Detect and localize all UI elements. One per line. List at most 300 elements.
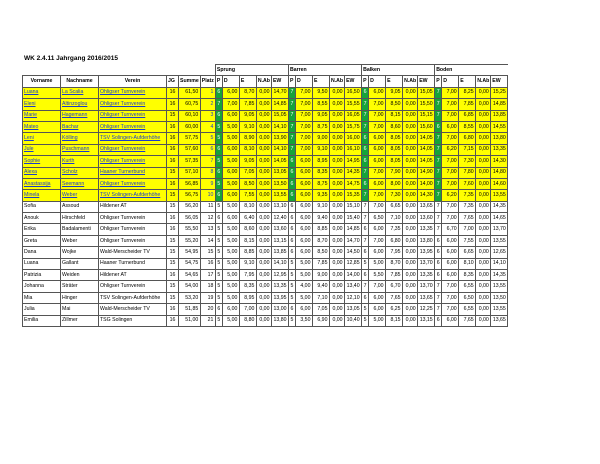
cell-sprung-nab: 0,00: [256, 270, 271, 281]
cell-sprung-d: 5,00: [222, 247, 239, 258]
cell-verein: Hildener AT: [99, 270, 167, 281]
cell-balken-nab: 0,00: [403, 224, 418, 235]
cell-balken-e: 7,95: [386, 247, 403, 258]
cell-nachname: Wojke: [61, 247, 99, 258]
results-table: [22, 64, 508, 327]
cell-jg: 15: [167, 258, 179, 269]
cell-boden-d: 6,00: [442, 235, 459, 246]
cell-balken-e: 8,15: [386, 315, 403, 326]
cell-platz: 3: [200, 110, 215, 121]
cell-boden-d: 7,00: [442, 99, 459, 110]
cell-platz: 4: [200, 121, 215, 132]
cell-boden-p: 7: [435, 178, 442, 189]
cell-sprung-p: 5: [215, 235, 222, 246]
cell-verein: Haaner Turnerbund: [99, 167, 167, 178]
cell-balken-e: 8,15: [386, 110, 403, 121]
cell-barren-nab: 0,00: [329, 167, 344, 178]
cell-boden-ew: 13,80: [491, 133, 508, 144]
cell-vorname: Luana: [23, 258, 61, 269]
cell-sprung-ew: 14,10: [271, 121, 288, 132]
cell-summe: 55,50: [179, 224, 201, 235]
cell-balken-p: 6: [362, 270, 369, 281]
cell-jg: 16: [167, 304, 179, 315]
cell-balken-d: 5,00: [369, 315, 386, 326]
cell-balken-ew: 13,15: [418, 315, 435, 326]
cell-sprung-ew: 14,10: [271, 258, 288, 269]
cell-barren-nab: 0,00: [329, 121, 344, 132]
cell-barren-ew: 16,00: [345, 133, 362, 144]
cell-sprung-nab: 0,00: [256, 99, 271, 110]
cell-sprung-p: 6: [215, 213, 222, 224]
cell-sprung-ew: 12,40: [271, 213, 288, 224]
cell-sprung-d: 6,00: [222, 304, 239, 315]
cell-barren-ew: 14,70: [345, 235, 362, 246]
cell-boden-p: 7: [435, 281, 442, 292]
cell-boden-nab: 0,00: [476, 167, 491, 178]
cell-sprung-p: 6: [215, 190, 222, 201]
cell-sprung-ew: 13,90: [271, 133, 288, 144]
cell-boden-p: 7: [435, 190, 442, 201]
cell-boden-e: 7,60: [459, 178, 476, 189]
cell-sprung-p: 7: [215, 99, 222, 110]
apparatus-header-boden: Boden: [435, 65, 508, 76]
cell-sprung-p: 5: [215, 247, 222, 258]
cell-barren-d: 7,00: [295, 121, 312, 132]
cell-sprung-ew: 13,50: [271, 178, 288, 189]
cell-boden-nab: 0,00: [476, 190, 491, 201]
cell-boden-e: 7,80: [459, 167, 476, 178]
cell-vorname: Johanna: [23, 281, 61, 292]
cell-balken-e: 8,60: [386, 121, 403, 132]
cell-sprung-nab: 0,00: [256, 281, 271, 292]
cell-barren-p: 6: [288, 224, 295, 235]
cell-jg: 16: [167, 87, 179, 98]
cell-balken-nab: 0,00: [403, 281, 418, 292]
cell-vorname: Jule: [23, 144, 61, 155]
cell-sprung-e: 7,85: [239, 99, 256, 110]
cell-barren-d: 7,00: [295, 144, 312, 155]
cell-barren-e: 9,00: [312, 133, 329, 144]
cell-sprung-d: 5,00: [222, 201, 239, 212]
table-row: [23, 292, 508, 303]
cell-nachname: Assoud: [61, 201, 99, 212]
cell-balken-e: 7,35: [386, 224, 403, 235]
cell-sprung-nab: 0,00: [256, 144, 271, 155]
cell-balken-ew: 14,05: [418, 156, 435, 167]
cell-sprung-e: 9,05: [239, 156, 256, 167]
cell-boden-ew: 14,65: [491, 213, 508, 224]
column-header-summe: Summe: [179, 76, 201, 87]
cell-boden-p: 7: [435, 156, 442, 167]
cell-balken-nab: 0,00: [403, 178, 418, 189]
cell-boden-p: 7: [435, 87, 442, 98]
cell-barren-e: 7,85: [312, 258, 329, 269]
cell-sprung-nab: 0,00: [256, 190, 271, 201]
cell-verein: Ohligser Turnverein: [99, 99, 167, 110]
cell-boden-nab: 0,00: [476, 235, 491, 246]
cell-balken-ew: 15,60: [418, 121, 435, 132]
column-header-sprung-nab: N.Ab: [256, 76, 271, 87]
cell-sprung-p: 6: [215, 304, 222, 315]
column-header-barren-ew: EW: [345, 76, 362, 87]
cell-balken-p: 7: [362, 281, 369, 292]
cell-barren-nab: 0,00: [329, 133, 344, 144]
cell-balken-nab: 0,00: [403, 213, 418, 224]
cell-sprung-nab: 0,00: [256, 213, 271, 224]
cell-balken-p: 7: [362, 213, 369, 224]
cell-balken-d: 6,00: [369, 178, 386, 189]
table-row: [23, 99, 508, 110]
cell-barren-nab: 0,00: [329, 235, 344, 246]
cell-jg: 16: [167, 121, 179, 132]
cell-vorname: Marie: [23, 110, 61, 121]
cell-balken-p: 6: [362, 292, 369, 303]
cell-sprung-nab: 0,00: [256, 235, 271, 246]
cell-barren-nab: 0,00: [329, 110, 344, 121]
cell-sprung-e: 8,10: [239, 144, 256, 155]
cell-boden-e: 7,15: [459, 144, 476, 155]
cell-balken-p: 6: [362, 144, 369, 155]
cell-vorname: Mia: [23, 292, 61, 303]
cell-vorname: Erika: [23, 224, 61, 235]
cell-balken-nab: 0,00: [403, 144, 418, 155]
cell-balken-d: 6,50: [369, 213, 386, 224]
cell-sprung-e: 8,50: [239, 178, 256, 189]
cell-barren-ew: 14,95: [345, 156, 362, 167]
cell-nachname: Weiden: [61, 270, 99, 281]
cell-balken-nab: 0,00: [403, 270, 418, 281]
cell-nachname: Puschmann: [61, 144, 99, 155]
cell-sprung-e: 7,95: [239, 270, 256, 281]
cell-barren-d: 4,00: [295, 281, 312, 292]
cell-summe: 57,75: [179, 133, 201, 144]
cell-balken-ew: 14,30: [418, 190, 435, 201]
cell-balken-nab: 0,00: [403, 156, 418, 167]
cell-balken-d: 5,00: [369, 258, 386, 269]
cell-boden-d: 6,00: [442, 315, 459, 326]
cell-verein: TSV Solingen-Aufderhöhe: [99, 190, 167, 201]
cell-barren-p: 7: [288, 87, 295, 98]
cell-balken-p: 7: [362, 110, 369, 121]
table-row: [23, 258, 508, 269]
cell-nachname: La Scalia: [61, 87, 99, 98]
cell-sprung-d: 5,00: [222, 156, 239, 167]
cell-barren-d: 6,00: [295, 201, 312, 212]
cell-vorname: Anastassija: [23, 178, 61, 189]
cell-verein: Ohligser Turnverein: [99, 224, 167, 235]
cell-platz: 5: [200, 133, 215, 144]
cell-sprung-ew: 14,70: [271, 87, 288, 98]
cell-boden-d: 7,00: [442, 281, 459, 292]
cell-platz: 15: [200, 247, 215, 258]
cell-vorname: Mateo: [23, 121, 61, 132]
cell-verein: Ohligser Turnverein: [99, 87, 167, 98]
cell-boden-e: 7,35: [459, 201, 476, 212]
cell-barren-nab: 0,00: [329, 144, 344, 155]
cell-balken-d: 7,00: [369, 281, 386, 292]
cell-balken-p: 7: [362, 167, 369, 178]
cell-balken-d: 7,00: [369, 167, 386, 178]
cell-barren-p: 7: [288, 144, 295, 155]
cell-summe: 54,75: [179, 258, 201, 269]
cell-verein: Ohligser Turnverein: [99, 178, 167, 189]
cell-sprung-nab: 0,00: [256, 167, 271, 178]
cell-jg: 15: [167, 167, 179, 178]
cell-boden-d: 6,70: [442, 224, 459, 235]
cell-sprung-p: 5: [215, 121, 222, 132]
cell-balken-ew: 14,90: [418, 167, 435, 178]
cell-balken-p: 6: [362, 133, 369, 144]
cell-boden-d: 7,00: [442, 201, 459, 212]
cell-barren-e: 9,40: [312, 281, 329, 292]
cell-balken-d: 7,00: [369, 99, 386, 110]
cell-jg: 15: [167, 235, 179, 246]
column-header-sprung-ew: EW: [271, 76, 288, 87]
cell-barren-nab: 0,00: [329, 178, 344, 189]
cell-barren-ew: 12,10: [345, 292, 362, 303]
cell-balken-ew: 13,65: [418, 292, 435, 303]
cell-sprung-nab: 0,00: [256, 292, 271, 303]
cell-balken-nab: 0,00: [403, 87, 418, 98]
cell-boden-nab: 0,00: [476, 144, 491, 155]
cell-boden-ew: 14,35: [491, 201, 508, 212]
cell-boden-d: 6,20: [442, 190, 459, 201]
cell-barren-nab: 0,00: [329, 201, 344, 212]
cell-platz: 9: [200, 178, 215, 189]
cell-boden-ew: 13,85: [491, 110, 508, 121]
cell-nachname: Hagemann: [61, 110, 99, 121]
cell-balken-d: 6,00: [369, 224, 386, 235]
cell-summe: 61,50: [179, 87, 201, 98]
cell-nachname: Seemann: [61, 178, 99, 189]
column-header-boden-nab: N.Ab: [476, 76, 491, 87]
column-header-boden-d: D: [442, 76, 459, 87]
cell-sprung-nab: 0,00: [256, 133, 271, 144]
cell-vorname: Minela: [23, 190, 61, 201]
cell-sprung-d: 5,00: [222, 178, 239, 189]
cell-barren-p: 7: [288, 121, 295, 132]
cell-balken-ew: 15,50: [418, 99, 435, 110]
cell-boden-ew: 13,55: [491, 235, 508, 246]
cell-boden-ew: 14,60: [491, 178, 508, 189]
cell-boden-ew: 15,25: [491, 87, 508, 98]
cell-barren-nab: 0,00: [329, 270, 344, 281]
cell-barren-e: 8,70: [312, 235, 329, 246]
column-header-balken-d: D: [369, 76, 386, 87]
cell-barren-d: 6,00: [295, 167, 312, 178]
cell-boden-ew: 13,55: [491, 304, 508, 315]
cell-summe: 60,10: [179, 110, 201, 121]
cell-verein: Ohligser Turnverein: [99, 121, 167, 132]
cell-sprung-e: 6,40: [239, 213, 256, 224]
cell-balken-nab: 0,00: [403, 235, 418, 246]
cell-barren-p: 6: [288, 178, 295, 189]
table-row: [23, 235, 508, 246]
cell-boden-p: 6: [435, 235, 442, 246]
cell-boden-nab: 0,00: [476, 213, 491, 224]
cell-verein: Ohligser Turnverein: [99, 144, 167, 155]
cell-balken-nab: 0,00: [403, 315, 418, 326]
table-row: [23, 167, 508, 178]
cell-balken-ew: 15,05: [418, 87, 435, 98]
cell-sprung-d: 6,00: [222, 144, 239, 155]
cell-summe: 54,65: [179, 270, 201, 281]
cell-nachname: Gallant: [61, 258, 99, 269]
cell-balken-nab: 0,00: [403, 190, 418, 201]
cell-jg: 16: [167, 213, 179, 224]
cell-nachname: Altinzoglou: [61, 99, 99, 110]
cell-jg: 15: [167, 292, 179, 303]
cell-nachname: Bachar: [61, 121, 99, 132]
cell-sprung-p: 5: [215, 133, 222, 144]
cell-balken-d: 6,00: [369, 304, 386, 315]
cell-boden-ew: 14,85: [491, 99, 508, 110]
cell-sprung-nab: 0,00: [256, 224, 271, 235]
cell-barren-e: 6,90: [312, 315, 329, 326]
cell-boden-nab: 0,00: [476, 281, 491, 292]
cell-boden-ew: 14,35: [491, 270, 508, 281]
cell-barren-nab: 0,00: [329, 99, 344, 110]
cell-platz: 12: [200, 213, 215, 224]
cell-boden-nab: 0,00: [476, 270, 491, 281]
cell-vorname: Sofia: [23, 201, 61, 212]
cell-barren-d: 6,00: [295, 213, 312, 224]
cell-barren-nab: 0,00: [329, 304, 344, 315]
cell-barren-p: 6: [288, 190, 295, 201]
cell-barren-ew: 16,10: [345, 144, 362, 155]
table-row: [23, 110, 508, 121]
cell-boden-ew: 14,10: [491, 258, 508, 269]
cell-verein: TSV Solingen-Aufderhöhe: [99, 133, 167, 144]
cell-barren-ew: 15,10: [345, 201, 362, 212]
cell-vorname: Eleni: [23, 99, 61, 110]
cell-barren-e: 8,35: [312, 167, 329, 178]
cell-summe: 60,00: [179, 121, 201, 132]
cell-barren-e: 8,95: [312, 156, 329, 167]
cell-verein: TSG Solingen: [99, 315, 167, 326]
cell-sprung-e: 8,15: [239, 235, 256, 246]
table-row: [23, 304, 508, 315]
cell-barren-nab: 0,00: [329, 156, 344, 167]
cell-sprung-ew: 13,15: [271, 235, 288, 246]
cell-boden-p: 6: [435, 315, 442, 326]
cell-balken-p: 7: [362, 235, 369, 246]
cell-barren-ew: 14,85: [345, 224, 362, 235]
cell-barren-ew: 15,40: [345, 213, 362, 224]
cell-boden-p: 6: [435, 121, 442, 132]
table-row: [23, 224, 508, 235]
cell-barren-nab: 0,00: [329, 224, 344, 235]
cell-balken-ew: 15,15: [418, 110, 435, 121]
table-row: [23, 315, 508, 326]
cell-verein: Ohligser Turnverein: [99, 235, 167, 246]
cell-nachname: Badalamenti: [61, 224, 99, 235]
cell-barren-nab: 0,00: [329, 281, 344, 292]
column-header-nachname: Nachname: [61, 76, 99, 87]
cell-summe: 60,75: [179, 99, 201, 110]
cell-barren-p: 5: [288, 281, 295, 292]
cell-barren-p: 6: [288, 167, 295, 178]
cell-barren-e: 9,35: [312, 190, 329, 201]
cell-barren-ew: 14,75: [345, 178, 362, 189]
cell-boden-p: 7: [435, 304, 442, 315]
cell-boden-ew: 12,65: [491, 247, 508, 258]
cell-sprung-p: 6: [215, 110, 222, 121]
cell-sprung-d: 5,00: [222, 235, 239, 246]
cell-boden-d: 7,00: [442, 167, 459, 178]
cell-jg: 15: [167, 110, 179, 121]
cell-boden-d: 7,00: [442, 292, 459, 303]
cell-balken-ew: 13,70: [418, 258, 435, 269]
cell-jg: 16: [167, 156, 179, 167]
cell-sprung-e: 9,05: [239, 110, 256, 121]
cell-barren-p: 5: [288, 258, 295, 269]
cell-barren-d: 7,00: [295, 87, 312, 98]
cell-barren-p: 6: [288, 304, 295, 315]
cell-summe: 54,95: [179, 247, 201, 258]
cell-sprung-ew: 12,95: [271, 270, 288, 281]
column-header-row: [23, 76, 508, 87]
cell-verein: Haaner Turnerbund: [99, 258, 167, 269]
cell-barren-e: 8,75: [312, 121, 329, 132]
cell-sprung-ew: 13,60: [271, 224, 288, 235]
cell-barren-p: 6: [288, 201, 295, 212]
cell-balken-ew: 13,65: [418, 201, 435, 212]
cell-boden-e: 7,65: [459, 213, 476, 224]
column-header-boden-ew: EW: [491, 76, 508, 87]
cell-boden-p: 7: [435, 133, 442, 144]
cell-boden-ew: 13,65: [491, 315, 508, 326]
cell-boden-e: 6,55: [459, 281, 476, 292]
cell-sprung-e: 8,35: [239, 281, 256, 292]
cell-sprung-p: 5: [215, 292, 222, 303]
cell-sprung-d: 5,00: [222, 281, 239, 292]
cell-sprung-p: 5: [215, 156, 222, 167]
cell-nachname: Hinger: [61, 292, 99, 303]
cell-sprung-ew: 13,35: [271, 281, 288, 292]
cell-barren-d: 6,00: [295, 247, 312, 258]
cell-boden-e: 7,35: [459, 190, 476, 201]
cell-vorname: Julia: [23, 304, 61, 315]
cell-barren-d: 5,00: [295, 270, 312, 281]
cell-barren-d: 5,00: [295, 292, 312, 303]
column-header-barren-nab: N.Ab: [329, 76, 344, 87]
cell-jg: 16: [167, 315, 179, 326]
cell-boden-p: 7: [435, 144, 442, 155]
cell-verein: Ohligser Turnverein: [99, 281, 167, 292]
cell-balken-p: 5: [362, 315, 369, 326]
cell-boden-d: 7,00: [442, 178, 459, 189]
cell-sprung-e: 8,10: [239, 201, 256, 212]
cell-barren-p: 7: [288, 99, 295, 110]
cell-vorname: Alexa: [23, 167, 61, 178]
cell-balken-e: 7,90: [386, 167, 403, 178]
cell-sprung-nab: 0,00: [256, 156, 271, 167]
cell-barren-p: 6: [288, 213, 295, 224]
column-header-sprung-d: D: [222, 76, 239, 87]
cell-barren-ew: 13,05: [345, 304, 362, 315]
cell-boden-ew: 13,35: [491, 144, 508, 155]
cell-boden-p: 6: [435, 258, 442, 269]
cell-balken-nab: 0,00: [403, 110, 418, 121]
cell-boden-p: 7: [435, 213, 442, 224]
cell-barren-ew: 12,85: [345, 258, 362, 269]
cell-sprung-e: 9,10: [239, 258, 256, 269]
cell-summe: 57,60: [179, 144, 201, 155]
cell-barren-p: 7: [288, 133, 295, 144]
cell-boden-e: 6,65: [459, 247, 476, 258]
table-row: [23, 133, 508, 144]
